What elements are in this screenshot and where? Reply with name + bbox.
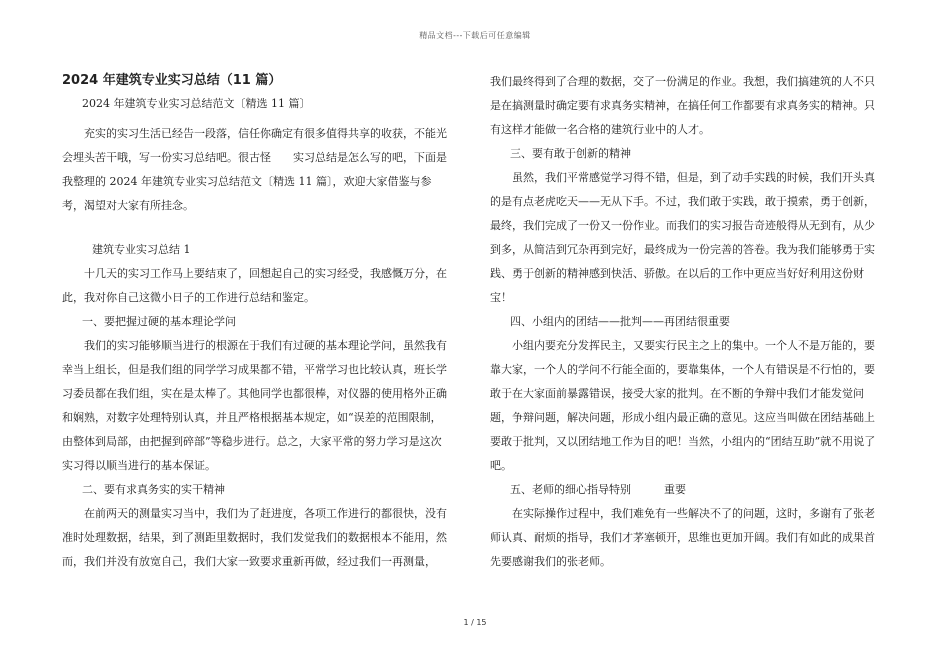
heading-3: 三、要有敢于创新的精神 <box>510 147 631 160</box>
left-column <box>62 70 452 574</box>
section-title: 建筑专业实习总结 1 <box>92 243 191 256</box>
page-header: 精品文档---下载后可任意编辑 <box>419 31 531 40</box>
heading-5: 五、老师的细心指导特别 重要 <box>510 483 686 496</box>
paragraph: 在实际操作过程中，我们难免有一些解决不了的问题，这时，多谢有了张老师认真、耐烦的指导，我们才茅塞顿开，思维也更加开阔。我们有如此的成果首先要感谢我们的张老师。 <box>490 507 875 568</box>
spacer <box>62 218 452 236</box>
paragraph: 在前两天的测量实习当中，我们为了赶进度，各项工作进行的都很快，没有准时处理数据，结果，到了测距里数据时，我们发觉我们的数据根本不能用，然而，我们并没有放宽自己，我们大家一致要求重新再做，经过我们一再测量， <box>62 507 447 568</box>
document-title: 2024 年建筑专业实习总结（11 篇） <box>62 73 282 88</box>
intro-paragraph: 充实的实习生活已经告一段落，信任你确定有很多值得共享的收获，不能光会埋头苦干哦，写一份实习总结吧。很古怪 实习总结是怎么写的吧，下面是我整理的 2024 年建筑专业实习总结范文〔精选 11 篇〕，欢迎大家借鉴与参考，渴望对大家有所挂念。 <box>62 127 447 212</box>
right-column <box>490 70 880 574</box>
document-subtitle: 2024 年建筑专业实习总结范文〔精选 11 篇〕 <box>82 97 311 110</box>
heading-4: 四、小组内的团结——批判——再团结很重要 <box>510 315 730 328</box>
paragraph: 我们的实习能够顺当进行的根源在于我们有过硬的基本理论学问，虽然我有幸当上组长，但是我们组的同学学习成果都不错，平常学习也比较认真，班长学习委员都在我们组，实在是太棒了。其他同学也都很棒，对仪器的使用格外正确和娴熟，对数字处理特别认真，并且严格根据基本规定，如“误差的范围限制，由整体到局部，由把握到碎部”等稳步进行。总之，大家平常的努力学习是这次实习得以顺当进行的基本保证。 <box>62 339 447 472</box>
paragraph: 小组内要充分发挥民主，又要实行民主之上的集中。一个人不是万能的，要靠大家，一个人的学问不行能全面的，要靠集体，一个人有错误是不行怕的，要敢于在大家面前暴露错误，接受大家的批判。在不断的争辩中我们才能发觉问题，争辩问题，解决问题，形成小组内最正确的意见。这应当叫做在团结基础上要敢于批判，又以团结地工作为目的吧！当然，小组内的“团结互助”就不用说了吧。 <box>490 339 876 472</box>
heading-2: 二、要有求真务实的实干精神 <box>82 483 225 496</box>
paragraph: 我们最终得到了合理的数据，交了一份满足的作业。我想，我们搞建筑的人不只是在搞测量时确定要有求真务实精神，在搞任何工作都要有求真务实的精神。只有这样才能做一名合格的建筑行业中的人才。 <box>490 75 875 136</box>
paragraph: 虽然，我们平常感觉学习得不错，但是，到了动手实践的时候，我们开头真的是有点老虎吃天——无从下手。不过，我们敢于实践，敢于摸索，勇于创新，最终，我们完成了一份又一份作业。而我们的实习报告奇迹般得从无到有，从少到多，从简洁到冗杂再到完好，最终成为一份完善的答卷。我为我们能够勇于实践、勇于创新的精神感到快活、骄傲。在以后的工作中更应当好好利用这份财宝！ <box>490 171 875 304</box>
heading-1: 一、要把握过硬的基本理论学问 <box>82 315 236 328</box>
paragraph: 十几天的实习工作马上要结束了，回想起自己的实习经受，我感慨万分，在此，我对你自己这微小日子的工作进行总结和鉴定。 <box>62 267 447 304</box>
page-number: 1 / 15 <box>463 618 487 627</box>
